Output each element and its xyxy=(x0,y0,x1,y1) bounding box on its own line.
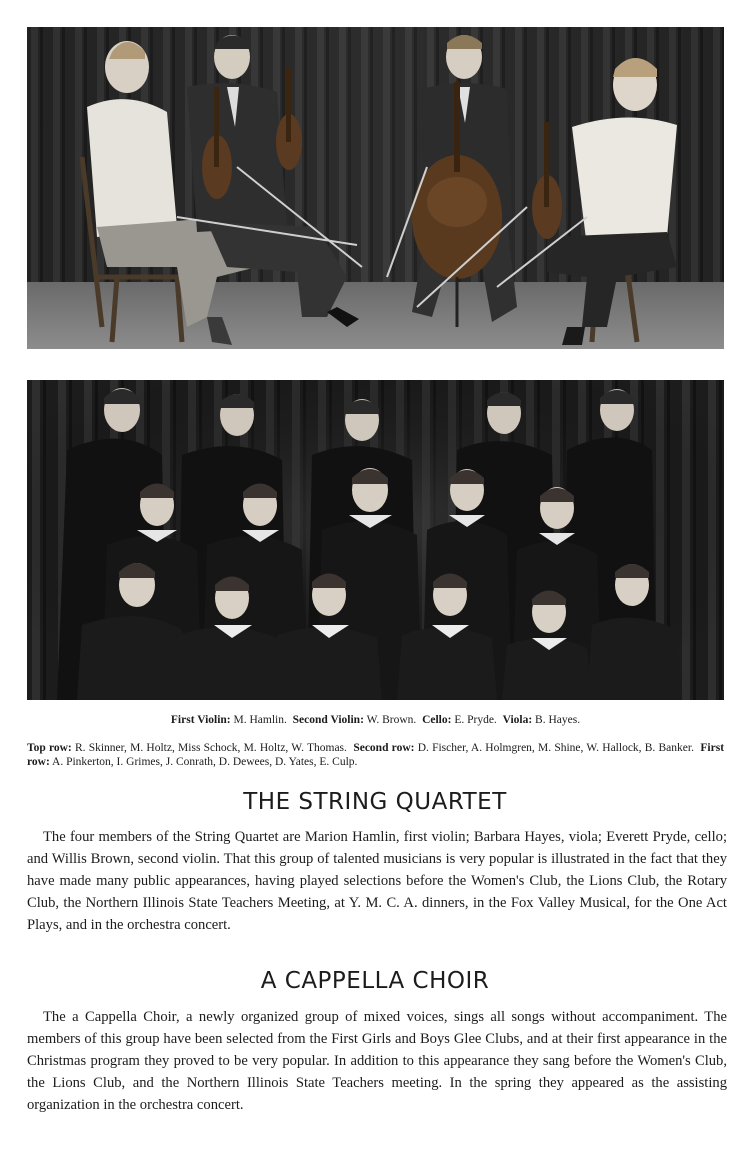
string-quartet-photo xyxy=(27,27,724,349)
top-row-label: Top row: xyxy=(27,742,72,754)
second-violin-value: W. Brown. xyxy=(366,714,417,726)
cello-value: E. Pryde. xyxy=(454,714,497,726)
quartet-photo-caption xyxy=(27,713,724,727)
a-cappella-choir-photo xyxy=(27,380,724,700)
viola-label: Viola: xyxy=(502,714,533,726)
second-row-names: D. Fischer, A. Holmgren, M. Shine, W. Hallock, B. Banker. xyxy=(417,742,694,754)
first-row-label: First row: xyxy=(27,742,725,768)
a-cappella-choir-heading: A CAPPELLA CHOIR xyxy=(260,968,490,994)
string-quartet-photo-art xyxy=(27,27,724,349)
first-row-names: A. Pinkerton, I. Grimes, J. Conrath, D. Dewees, D. Yates, E. Culp. xyxy=(52,756,358,768)
top-row-names: R. Skinner, M. Holtz, Miss Schock, M. Holtz, W. Thomas. xyxy=(74,742,347,754)
second-row-label: Second row: xyxy=(353,742,415,754)
first-violin-value: M. Hamlin. xyxy=(233,714,287,726)
string-quartet-paragraph: The four members of the String Quartet are Marion Hamlin, first violin; Barbara Hayes, viola; Everett Pryde, cello; and Willis Brown, second violin. That this group of talented musicians is very popular is illustrated in the fact that they have made many public appearances, having played selections before the Women's Club, the Lions Club, the Rotary Club, the Northern Illinois State Teachers Meeting, at Y. M. C. A. dinners, in the Fox Valley Musical, for the One Act Plays, and in the orchestra concert. xyxy=(27,829,727,933)
first-violin-label: First Violin: xyxy=(170,714,231,726)
second-violin-label: Second Violin: xyxy=(292,714,364,726)
string-quartet-heading: THE STRING QUARTET xyxy=(243,789,507,815)
a-cappella-choir-paragraph: The a Cappella Choir, a newly organized group of mixed voices, sings all songs without accompaniment. The members of this group have been selected from the First Girls and Boys Glee Clubs, and at their first appearance in the Christmas program they proved to be very popular. In addition to this appearance they sang before the Women's Club, the Lions Club, and the Northern Illinois State Teachers meeting. In the spring they appeared as the assisting organization in the orchestra concert. xyxy=(27,1009,727,1113)
choir-photo-caption xyxy=(27,741,724,769)
cello-label: Cello: xyxy=(422,714,452,726)
viola-value: B. Hayes. xyxy=(535,714,581,726)
a-cappella-choir-photo-art xyxy=(27,380,724,700)
